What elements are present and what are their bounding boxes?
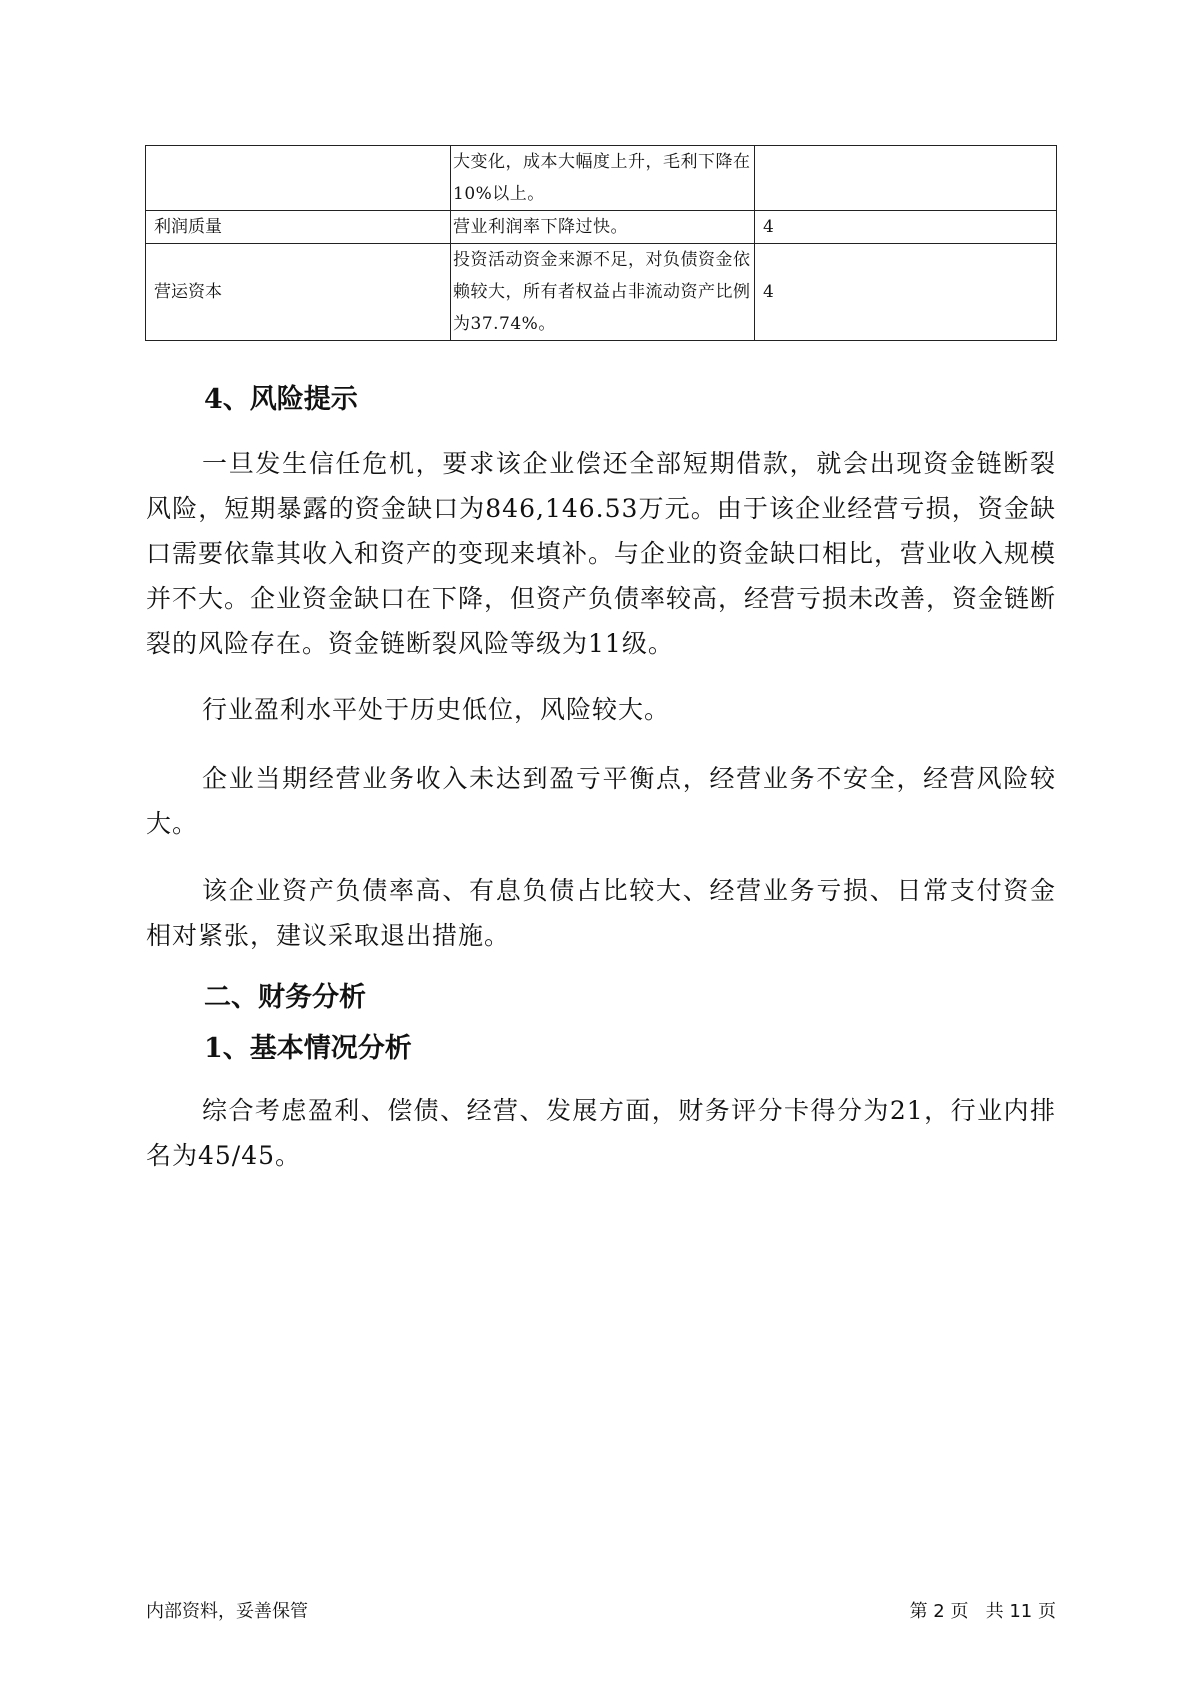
- risk-paragraph: 一旦发生信任危机，要求该企业偿还全部短期借款，就会出现资金链断裂风险，短期暴露的资金缺口为846,146.53万元。由于该企业经营亏损，资金缺口需要依靠其收入和资产的变现来填补。与企业的资金缺口相比，营业收入规模并不大。企业资金缺口在下降，但资产负债率较高，经营亏损未改善，资金链断裂的风险存在。资金链断裂风险等级为11级。: [146, 449, 1057, 658]
- indicator-description: 大变化，成本大幅度上升，毛利下降在10%以上。: [451, 146, 755, 211]
- indicator-label: 营运资本: [146, 244, 451, 341]
- risk-paragraph: 行业盈利水平处于历史低位，风险较大。: [202, 695, 671, 724]
- finance-paragraph: 综合考虑盈利、偿债、经营、发展方面，财务评分卡得分为21，行业内排名为45/45。: [146, 1096, 1056, 1170]
- footer-confidential-note: 内部资料，妥善保管: [146, 1601, 308, 1622]
- risk-section-heading: 4、风险提示: [204, 384, 358, 415]
- indicator-description: 营业利润率下降过快。: [451, 211, 755, 244]
- basic-analysis-heading: 1、基本情况分析: [204, 1033, 412, 1064]
- risk-indicator-table: [145, 145, 1057, 341]
- table-row: [146, 211, 1057, 244]
- table-row: [146, 244, 1057, 341]
- footer-page-number: 第 2 页 共 11 页: [909, 1601, 1056, 1622]
- indicator-label: [146, 146, 451, 211]
- finance-section-heading: 二、财务分析: [204, 982, 366, 1013]
- indicator-score: 4: [755, 211, 1057, 244]
- risk-paragraph: 该企业资产负债率高、有息负债占比较大、经营业务亏损、日常支付资金相对紧张，建议采取退出措施。: [146, 876, 1056, 950]
- risk-paragraph: 企业当期经营业务收入未达到盈亏平衡点，经营业务不安全，经营风险较大。: [146, 764, 1056, 838]
- indicator-label: 利润质量: [146, 211, 451, 244]
- table-row: [146, 146, 1057, 211]
- indicator-score: [755, 146, 1057, 211]
- indicator-score: 4: [755, 244, 1057, 341]
- indicator-description: 投资活动资金来源不足，对负债资金依赖较大，所有者权益占非流动资产比例为37.74%。: [451, 244, 755, 341]
